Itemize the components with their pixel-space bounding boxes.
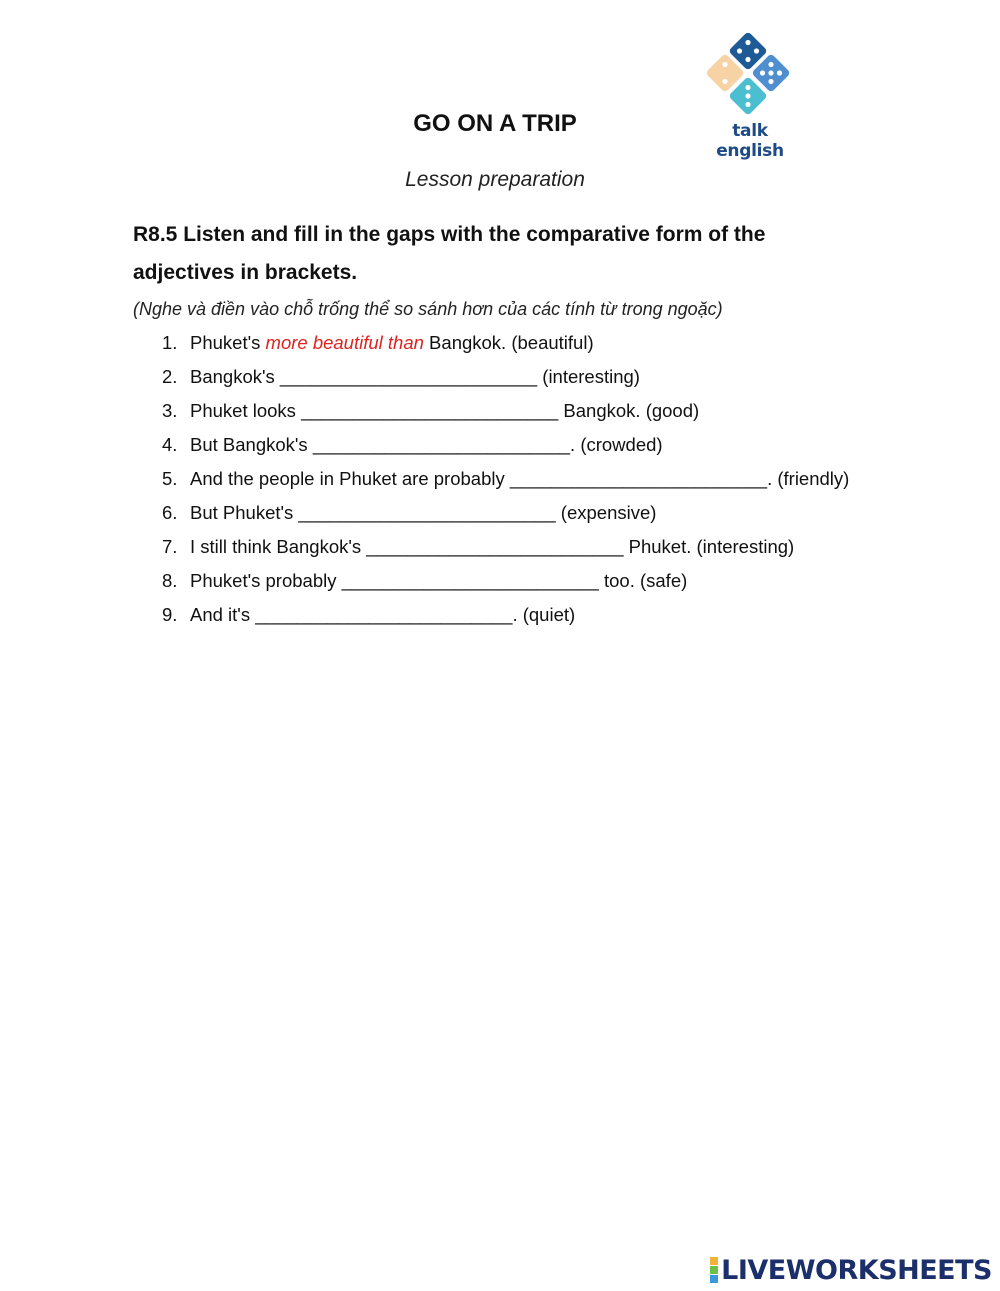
item-number: 2.	[162, 366, 178, 387]
liveworksheets-logo-icon	[710, 1257, 718, 1283]
item-number: 1.	[162, 332, 178, 353]
item-number: 3.	[162, 400, 178, 421]
list-item[interactable]	[162, 365, 849, 399]
instruction-line-2: adjectives in brackets.	[133, 261, 358, 284]
list-item[interactable]	[162, 433, 849, 467]
dice-logo-icon	[700, 30, 800, 120]
item-text[interactable]: But Phuket's _________________________ (expensive)	[190, 502, 657, 523]
item-text[interactable]: And the people in Phuket are probably _________________________. (friendly)	[190, 468, 850, 489]
item-number: 8.	[162, 570, 178, 591]
exercise-instruction	[133, 216, 873, 292]
list-item[interactable]	[162, 603, 849, 637]
list-item-example	[162, 331, 849, 365]
logo-text: talk english	[716, 121, 784, 161]
exercise-list	[162, 331, 849, 637]
list-item[interactable]	[162, 399, 849, 433]
liveworksheets-footer[interactable]	[710, 1252, 992, 1288]
item-text[interactable]: Phuket looks _________________________ Bangkok. (good)	[190, 400, 700, 421]
list-item[interactable]	[162, 467, 849, 501]
item-text[interactable]: Phuket's probably _________________________ too. (safe)	[190, 570, 688, 591]
item-text[interactable]: And it's _________________________. (quiet)	[190, 604, 576, 625]
translation-note: (Nghe và điền vào chỗ trống thể so sánh hơn của các tính từ trong ngoặc)	[133, 299, 723, 319]
item-text[interactable]: Bangkok's _________________________ (interesting)	[190, 366, 640, 387]
list-item[interactable]	[162, 535, 849, 569]
item-number: 9.	[162, 604, 178, 625]
item-number: 5.	[162, 468, 178, 489]
page-subtitle: Lesson preparation	[405, 168, 585, 191]
instruction-line-1: R8.5 Listen and fill in the gaps with the comparative form of the	[133, 223, 766, 246]
list-item[interactable]	[162, 501, 849, 535]
liveworksheets-brand: LIVEWORKSHEETS	[721, 1254, 992, 1286]
item-text-after: Bangkok. (beautiful)	[423, 332, 594, 353]
item-number: 4.	[162, 434, 178, 455]
page-title: GO ON A TRIP	[413, 110, 577, 137]
example-answer: more beautiful than	[265, 332, 424, 353]
item-text-before: Phuket's	[190, 332, 266, 353]
item-text[interactable]: But Bangkok's _________________________. (crowded)	[190, 434, 663, 455]
item-number: 6.	[162, 502, 178, 523]
item-text[interactable]: I still think Bangkok's _________________________ Phuket. (interesting)	[190, 536, 795, 557]
list-item[interactable]	[162, 569, 849, 603]
item-number: 7.	[162, 536, 178, 557]
